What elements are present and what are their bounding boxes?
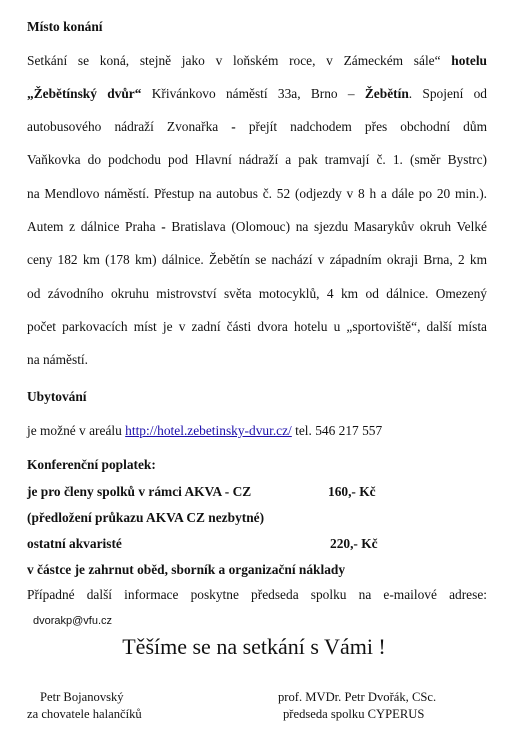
- fee-others-label: ostatní akvaristé: [27, 536, 122, 551]
- info-email: dvorakp@vfu.cz: [33, 615, 113, 627]
- venue-line-6: Autem z dálnice Praha - Bratislava (Olomouc) na sjezdu Masarykův okruh Velké: [27, 219, 487, 234]
- accommodation-line: je možné v areálu http://hotel.zebetinsky-dvur.cz/ tel. 546 217 557: [27, 423, 383, 438]
- fee-includes: v částce je zahrnut oběd, sborník a organizační náklady: [27, 562, 346, 577]
- accommodation-heading: Ubytování: [27, 389, 87, 404]
- hotel-phone: tel. 546 217 557: [295, 423, 383, 438]
- signature-left-role: za chovatele halančíků: [27, 707, 142, 721]
- fee-note: (předložení průkazu AKVA CZ nezbytné): [27, 510, 265, 525]
- venue-line-9: počet parkovacích míst je v zadní části dvora hotelu u „sportoviště“, další místa: [27, 319, 487, 334]
- venue-line-2: „Žebětínský dvůr“ Křivánkovo náměstí 33a, Brno – Žebětín. Spojení od: [27, 86, 487, 101]
- venue-line-10: na náměstí.: [27, 352, 88, 367]
- hotel-link[interactable]: http://hotel.zebetinsky-dvur.cz/: [125, 423, 292, 438]
- signature-right-role: předseda spolku CYPERUS: [283, 707, 425, 721]
- venue-line-3: autobusového nádraží Zvonařka - přejít nadchodem přes obchodní dům: [27, 119, 487, 134]
- venue-line-8: od závodního okruhu mistrovství světa motocyklů, 4 km od dálnice. Omezený: [27, 286, 487, 301]
- closing-message: Těšíme se na setkání s Vámi !: [122, 634, 386, 659]
- venue-line-4: Vaňkovka do podchodu pod Hlavní nádraží a pak tramvají č. 1. (směr Bystrc): [27, 152, 487, 167]
- fee-heading: Konferenční poplatek:: [27, 457, 156, 472]
- fee-members-label: je pro členy spolků v rámci AKVA - CZ: [27, 484, 252, 499]
- venue-heading: Místo konání: [27, 19, 103, 34]
- venue-line-7: ceny 182 km (178 km) dálnice. Žebětín se nachází v západním okraji Brna, 2 km: [27, 252, 487, 267]
- fee-others-price: 220,- Kč: [330, 536, 378, 551]
- signature-right-name: prof. MVDr. Petr Dvořák, CSc.: [278, 690, 437, 704]
- venue-line-1: Setkání se koná, stejně jako v loňském roce, v Zámeckém sále“ hotelu: [27, 53, 487, 68]
- venue-line-5: na Mendlovo náměstí. Přestup na autobus č. 52 (odjezdy v 8 h a dále po 20 min.).: [27, 186, 487, 201]
- fee-members-price: 160,- Kč: [328, 484, 376, 499]
- info-text: Případné další informace poskytne předseda spolku na e-mailové adrese:: [27, 587, 487, 602]
- signature-left-name: Petr Bojanovský: [40, 690, 124, 704]
